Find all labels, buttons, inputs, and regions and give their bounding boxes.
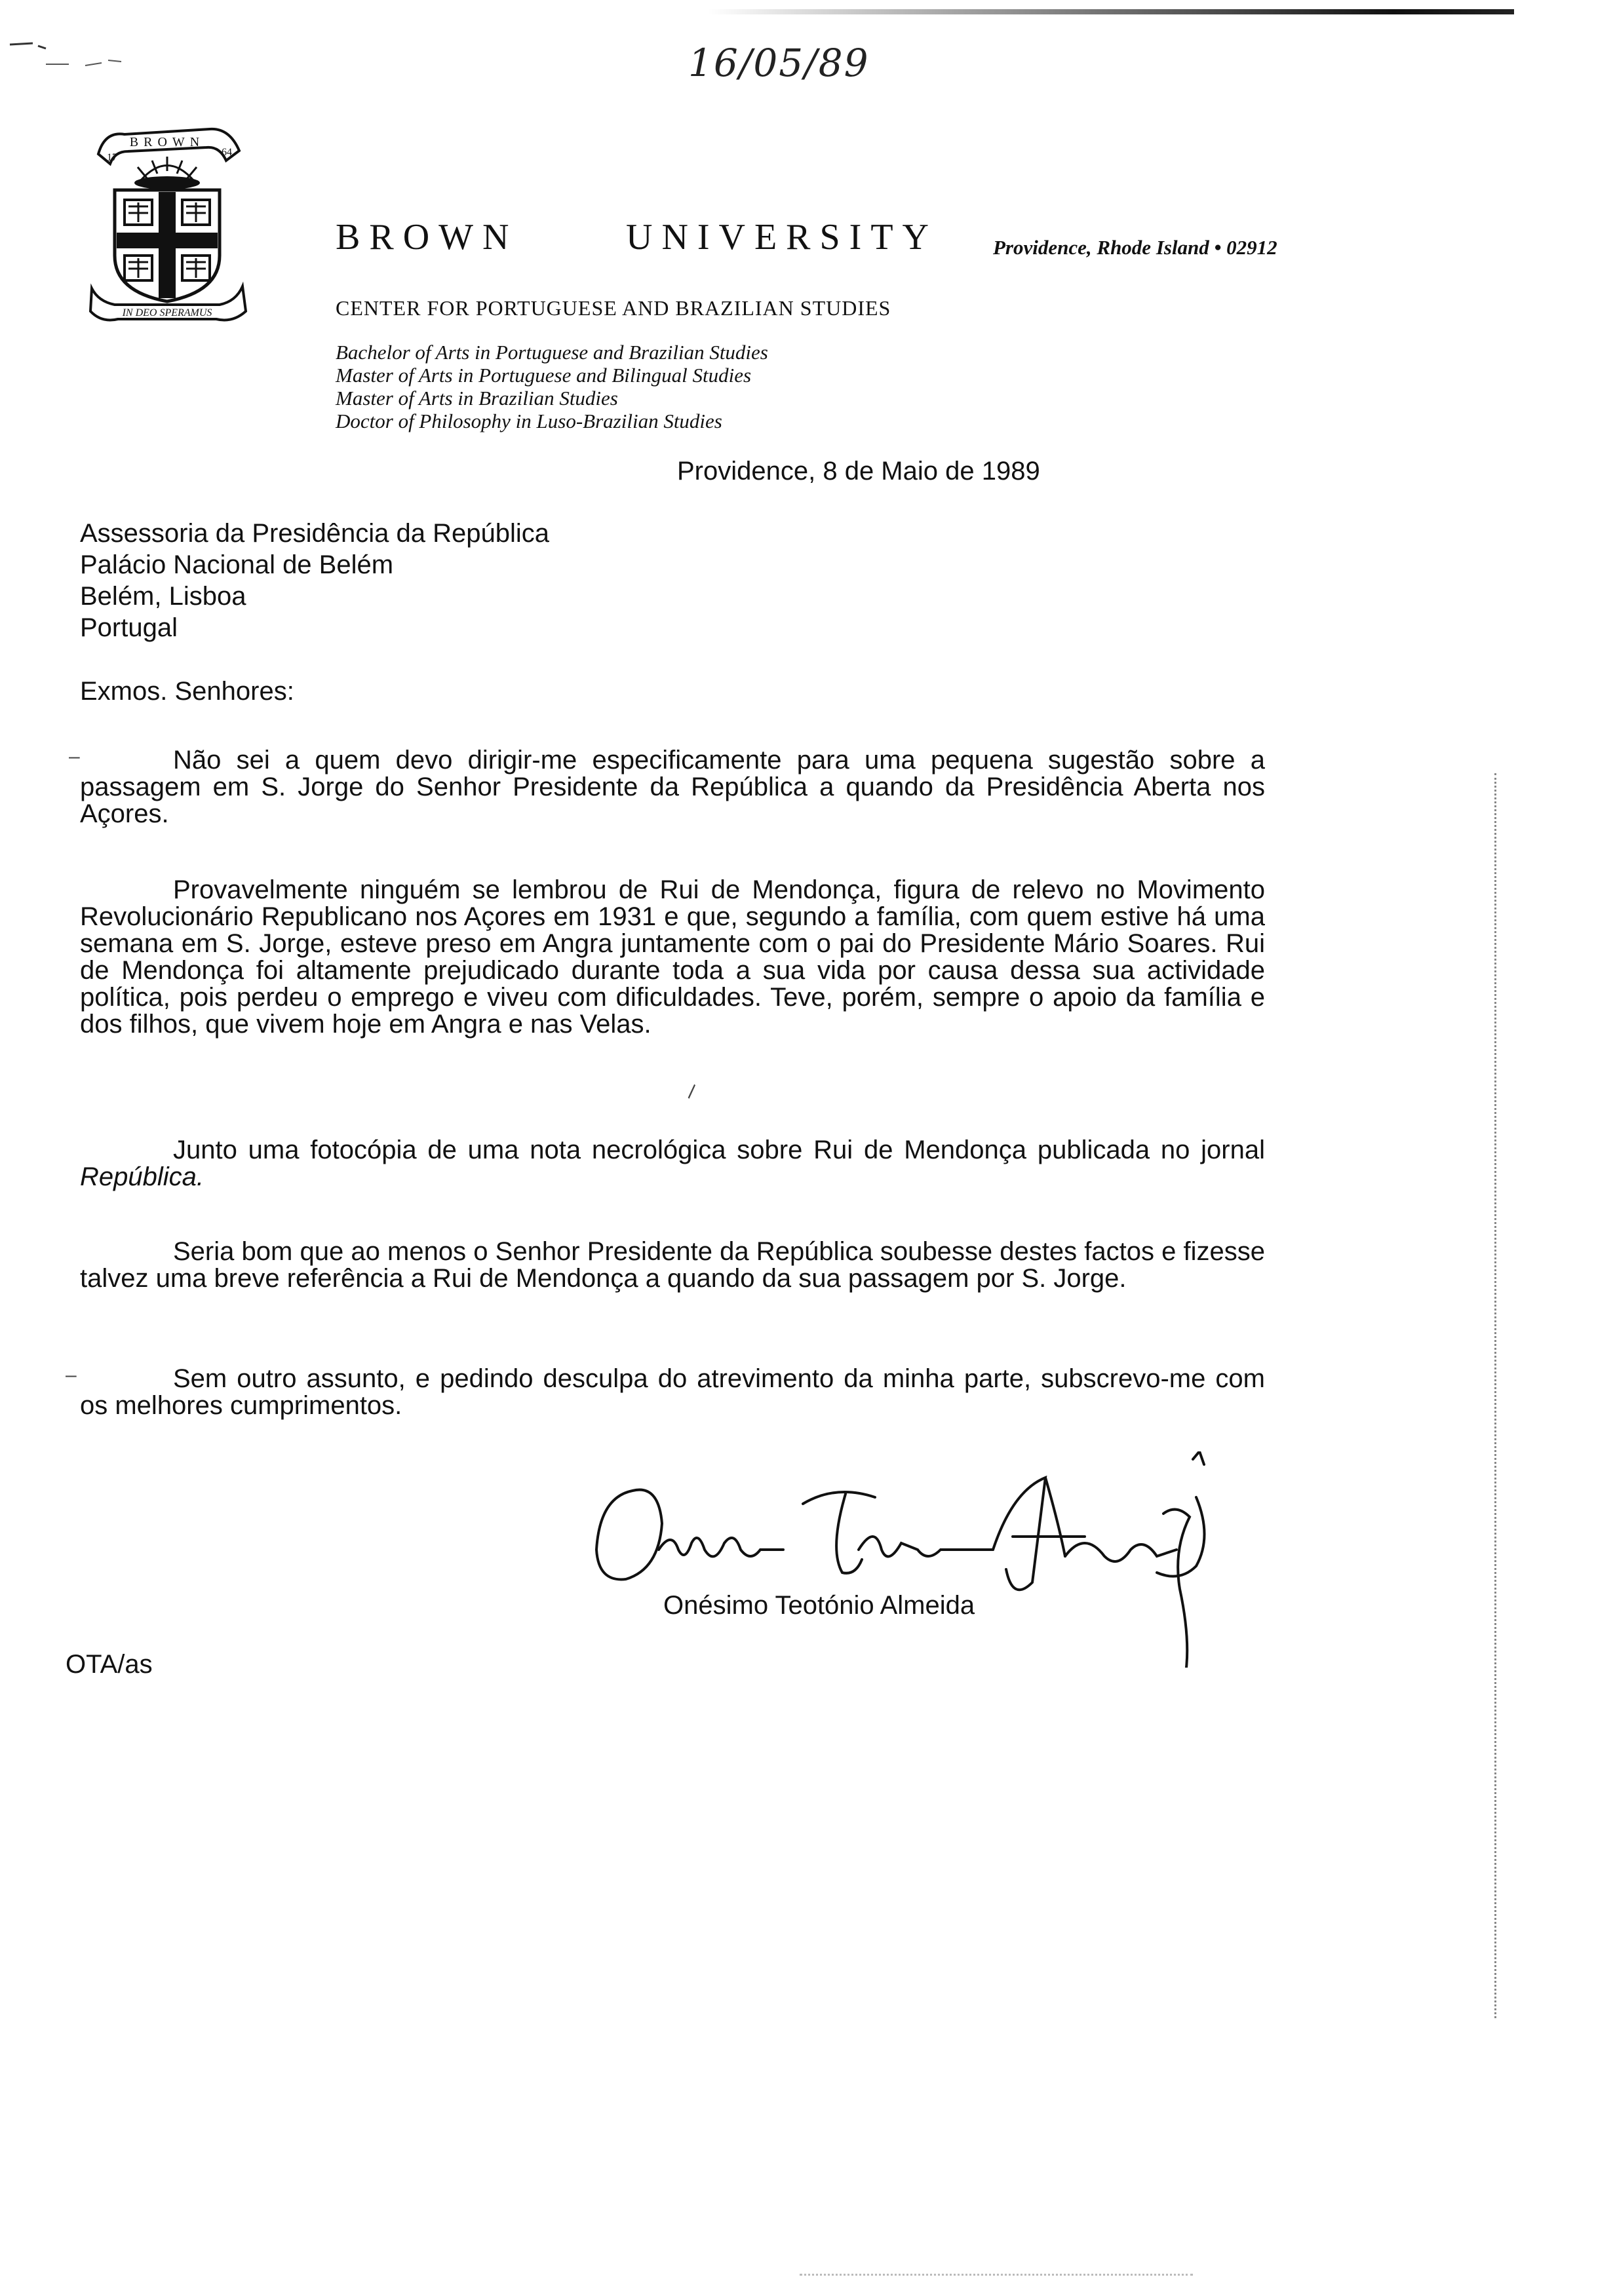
- paragraph-3-text: Junto uma fotocópia de uma nota necrológica sobre Rui de Mendonça publicada no jornal: [173, 1136, 1265, 1164]
- scan-smudge: [7, 39, 138, 72]
- degree-list: [336, 341, 768, 432]
- newspaper-title: República.: [80, 1162, 204, 1191]
- margin-mark: –: [66, 1364, 77, 1386]
- degree-item: Doctor of Philosophy in Luso-Brazilian Studies: [336, 410, 722, 432]
- salutation: Exmos. Senhores:: [80, 677, 294, 706]
- letter-date: Providence, 8 de Maio de 1989: [677, 457, 1040, 486]
- signer-name: Onésimo Teotónio Almeida: [663, 1591, 975, 1620]
- typist-initials: OTA/as: [66, 1650, 153, 1679]
- margin-mark: –: [69, 746, 80, 767]
- paragraph-1: Não sei a quem devo dirigir-me especificamente para uma pequena sugestão sobre a passagem em S. Jorge do Senhor Presidente da República a quando da Presidência Aberta nos Açores.: [80, 746, 1265, 828]
- scan-bottom-dots: [800, 2274, 1193, 2278]
- letterhead-name-brown: BROWN: [336, 217, 518, 258]
- degree-item: Master of Arts in Portuguese and Bilingual Studies: [336, 364, 752, 387]
- paragraph-2: Provavelmente ninguém se lembrou de Rui de Mendonça, figura de relevo no Movimento Revolucionário Republicano nos Açores em 1931 e que, segundo a família, com quem estive há uma semana em S. Jorge, esteve preso em Angra juntamente com o pai do Presidente Mário Soares. Rui de Mendonça foi altamente prejudicado durante toda a sua vida por causa dessa sua actividade política, pois perdeu o emprego e viveu com dificuldades. Teve, porém, sempre o apoio da família e dos filhos, que vivem hoje em Angra e nas Velas.: [80, 875, 1265, 1039]
- degree-item: Master of Arts in Brazilian Studies: [336, 387, 618, 410]
- letterhead-name-university: UNIVERSITY: [626, 217, 938, 258]
- recipient-line: Assessoria da Presidência da República: [80, 519, 549, 548]
- degree-item: Bachelor of Arts in Portuguese and Brazilian Studies: [336, 341, 768, 364]
- scan-margin-dots: [1494, 773, 1502, 2018]
- recipient-line: Palácio Nacional de Belém: [80, 550, 394, 579]
- crest-year-left: 17: [107, 152, 117, 163]
- handwritten-date-note: 16/05/89: [688, 41, 870, 85]
- paragraph-5: Sem outro assunto, e pedindo desculpa do atrevimento da minha parte, subscrevo-me com os melhores cumprimentos.: [80, 1364, 1265, 1420]
- crest-banner-text: BROWN: [129, 135, 205, 149]
- crest-motto: IN DEO SPERAMUS: [122, 307, 212, 318]
- stray-mark: \: [682, 1082, 701, 1102]
- scan-edge-line: [708, 9, 1514, 14]
- paragraph-4: Seria bom que ao menos o Senhor Presidente da República soubesse destes factos e fizesse talvez uma breve referência a Rui de Mendonça a quando da sua passagem por S. Jorge.: [80, 1237, 1265, 1293]
- letterhead-address: Providence, Rhode Island • 02912: [993, 236, 1277, 259]
- handwritten-signature: [587, 1451, 1281, 1668]
- recipient-line: Belém, Lisboa: [80, 582, 246, 611]
- paragraph-3: [80, 1137, 1265, 1191]
- brown-university-crest: [85, 115, 249, 324]
- crest-year-right: 64: [222, 147, 232, 158]
- letterhead-center: CENTER FOR PORTUGUESE AND BRAZILIAN STUDIES: [336, 296, 891, 320]
- recipient-address: [80, 518, 549, 643]
- recipient-line: Portugal: [80, 613, 178, 642]
